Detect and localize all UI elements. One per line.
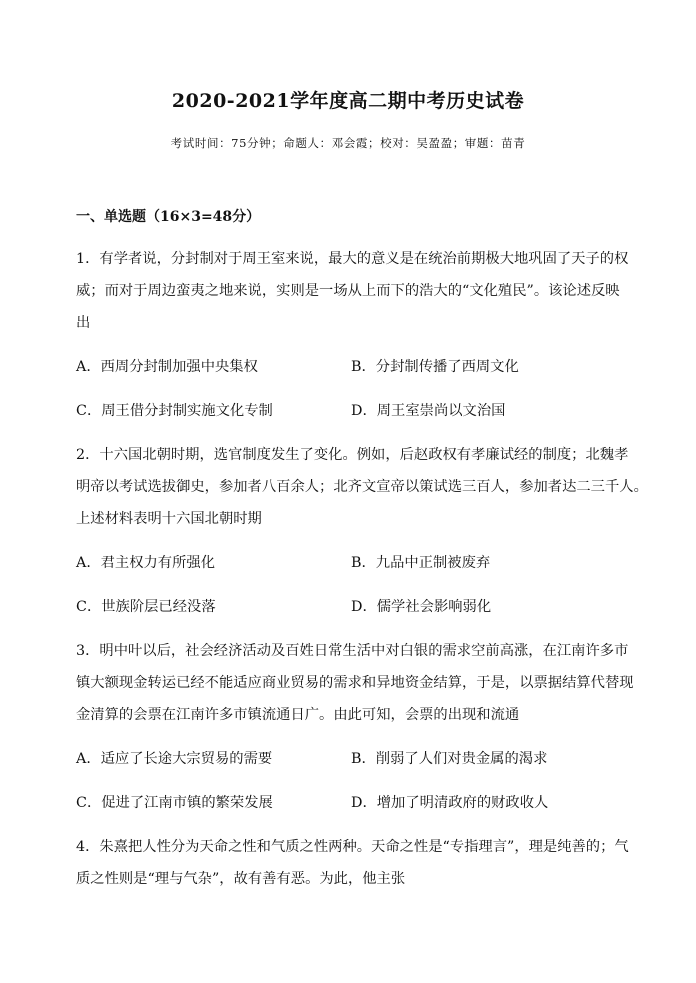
question-4-stem	[76, 831, 636, 895]
question-1-option-b[interactable]: B．分封制传播了西周文化	[351, 359, 519, 375]
exam-meta-info: 考试时间：75分钟；命题人：邓会霞；校对：吴盈盈；审题：苗青	[170, 136, 526, 150]
question-1-stem	[76, 243, 636, 339]
question-2-option-a[interactable]: A．君主权力有所强化	[76, 555, 215, 571]
question-3-line-2: 镇大额现金转运已经不能适应商业贸易的需求和异地资金结算，于是，以票据结算代替现	[76, 675, 634, 691]
question-2-line-1: 2．十六国北朝时期，选官制度发生了变化。例如，后赵政权有孝廉试经的制度；北魏孝	[76, 447, 629, 463]
question-2-option-c[interactable]: C．世族阶层已经没落	[76, 599, 216, 615]
question-4-line-2: 质之性则是“理与气杂”，故有善有恶。为此，他主张	[76, 871, 406, 887]
question-2-line-2: 明帝以考试选拔御史，参加者八百余人；北齐文宣帝以策试选三百人，参加者达二三千人。	[76, 479, 648, 495]
question-1-line-2: 威；而对于周边蛮夷之地来说，实则是一场从上而下的浩大的“文化殖民”。该论述反映	[76, 283, 620, 299]
question-3-option-c[interactable]: C．促进了江南市镇的繁荣发展	[76, 795, 273, 811]
question-3-option-b[interactable]: B．削弱了人们对贵金属的渴求	[351, 751, 548, 767]
question-1-line-1: 1．有学者说，分封制对于周王室来说，最大的意义是在统治前期极大地巩固了天子的权	[76, 251, 629, 267]
question-2-stem	[76, 439, 648, 535]
question-2-line-3: 上述材料表明十六国北朝时期	[76, 511, 262, 527]
question-3-line-3: 金清算的会票在江南许多市镇流通日广。由此可知，会票的出现和流通	[76, 707, 520, 723]
question-1-line-3: 出	[76, 315, 91, 331]
section-heading: 一、单选题（16×3=48分）	[76, 209, 261, 225]
question-1-option-c[interactable]: C．周王借分封制实施文化专制	[76, 403, 273, 419]
question-3-option-d[interactable]: D．增加了明清政府的财政收人	[351, 795, 549, 811]
question-3-stem	[76, 635, 636, 731]
question-4-line-1: 4．朱熹把人性分为天命之性和气质之性两种。天命之性是“专指理言”，理是纯善的；气	[76, 839, 629, 855]
exam-title: 2020-2021学年度高二期中考历史试卷	[171, 90, 525, 112]
question-1-option-a[interactable]: A．西周分封制加强中央集权	[76, 359, 258, 375]
question-3-line-1: 3．明中叶以后，社会经济活动及百姓日常生活中对白银的需求空前高涨，在江南许多市	[76, 643, 629, 659]
question-2-option-d[interactable]: D．儒学社会影响弱化	[351, 599, 492, 615]
question-1-option-d[interactable]: D．周王室崇尚以文治国	[351, 403, 506, 419]
question-3-option-a[interactable]: A．适应了长途大宗贸易的需要	[76, 751, 273, 767]
question-2-option-b[interactable]: B．九品中正制被废弃	[351, 555, 491, 571]
